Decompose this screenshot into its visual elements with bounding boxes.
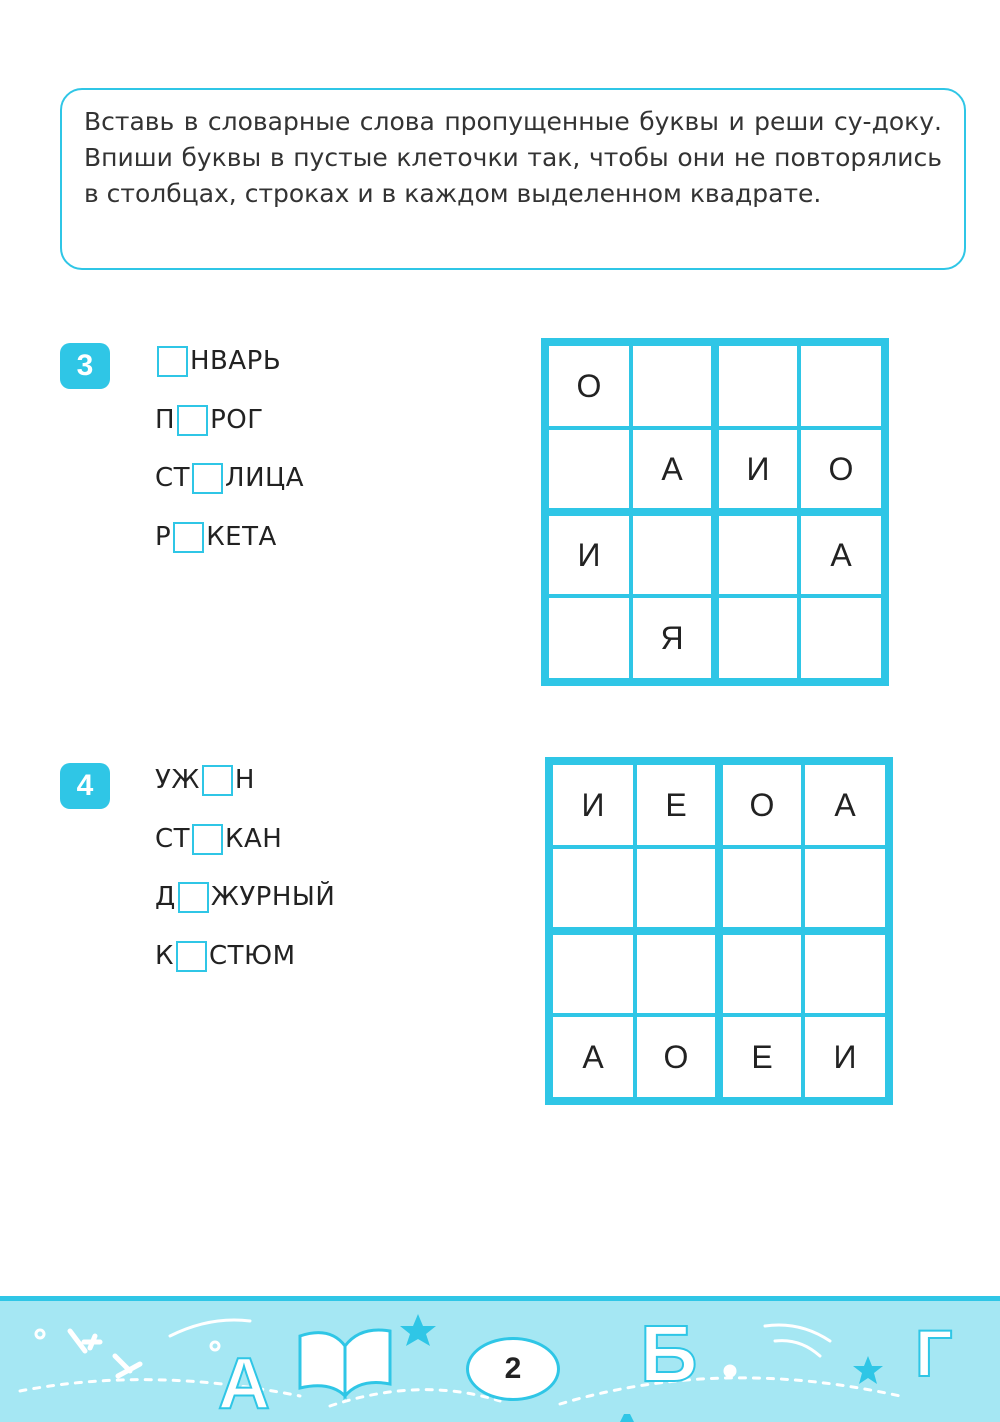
letter-blank-box[interactable]	[157, 346, 188, 377]
word-row	[155, 938, 296, 974]
word-row	[155, 762, 255, 798]
sudoku-cell[interactable]	[715, 596, 799, 680]
sudoku-cell: И	[547, 512, 631, 596]
sudoku-cell[interactable]	[803, 847, 887, 931]
sudoku-cell: И	[803, 1015, 887, 1099]
letter-blank-box[interactable]	[192, 463, 223, 494]
sudoku-cell[interactable]	[799, 344, 883, 428]
sudoku-grid	[541, 338, 889, 686]
sudoku-cell[interactable]	[631, 512, 715, 596]
letter-blank-box[interactable]	[176, 941, 207, 972]
sudoku-cell: И	[715, 428, 799, 512]
instruction-text: Вставь в словарные слова пропущенные буквы и реши су-доку. Впиши буквы в пустые клеточки так, чтобы они не повторялись в столбцах, строках и в каждом выделенном квадрате.	[84, 107, 942, 208]
instruction-box	[60, 88, 966, 270]
sudoku-cell: Е	[635, 763, 719, 847]
word-row	[155, 402, 264, 438]
math-symbols-icon	[70, 1331, 140, 1376]
word-row	[155, 879, 335, 915]
word-suffix: КАН	[225, 824, 283, 854]
word-suffix: КЕТА	[206, 522, 277, 552]
sudoku-cell: А	[551, 1015, 635, 1099]
sudoku-cell[interactable]	[551, 847, 635, 931]
word-prefix: СТ	[155, 463, 191, 493]
sudoku-cell: О	[547, 344, 631, 428]
task-number-badge: 4	[60, 763, 110, 809]
sudoku-cell: О	[719, 763, 803, 847]
sudoku-cell[interactable]	[547, 596, 631, 680]
sudoku-cell: А	[799, 512, 883, 596]
word-prefix: СТ	[155, 824, 191, 854]
word-suffix: СТЮМ	[208, 941, 296, 971]
letter-blank-box[interactable]	[177, 405, 208, 436]
sudoku-cell: А	[803, 763, 887, 847]
word-prefix: Д	[155, 882, 176, 912]
letter-blank-box[interactable]	[202, 765, 233, 796]
sudoku-cell[interactable]	[799, 596, 883, 680]
sudoku-cell[interactable]	[635, 847, 719, 931]
word-row	[155, 821, 282, 857]
word-suffix: НВАРЬ	[190, 346, 282, 376]
sudoku-cell: А	[631, 428, 715, 512]
word-prefix: Р	[155, 522, 172, 552]
word-prefix: УЖ	[155, 765, 200, 795]
footer-letter-g: Г	[915, 1316, 953, 1390]
book-icon	[300, 1330, 390, 1396]
footer-letter-a: А	[218, 1344, 270, 1422]
page-number: 2	[466, 1337, 560, 1401]
sudoku-cell[interactable]	[803, 931, 887, 1015]
word-suffix: Н	[234, 765, 255, 795]
sudoku-cell[interactable]	[719, 847, 803, 931]
sudoku-cell[interactable]	[547, 428, 631, 512]
letter-blank-box[interactable]	[173, 522, 204, 553]
letter-blank-box[interactable]	[192, 824, 223, 855]
sudoku-cell: Е	[719, 1015, 803, 1099]
word-suffix: РОГ	[210, 405, 264, 435]
task-number-badge: 3	[60, 343, 110, 389]
sudoku-grid	[545, 757, 893, 1105]
sudoku-cell[interactable]	[631, 344, 715, 428]
sudoku-cell[interactable]	[715, 344, 799, 428]
word-suffix: ЛИЦА	[225, 463, 305, 493]
word-prefix: К	[155, 941, 174, 971]
sudoku-cell: И	[551, 763, 635, 847]
sudoku-cell[interactable]	[635, 931, 719, 1015]
word-suffix: ЖУРНЫЙ	[210, 882, 336, 912]
sudoku-cell: О	[799, 428, 883, 512]
word-row	[155, 519, 277, 555]
sudoku-cell[interactable]	[715, 512, 799, 596]
sudoku-cell[interactable]	[551, 931, 635, 1015]
sudoku-cell: Я	[631, 596, 715, 680]
footer-letter-b: Б	[640, 1309, 698, 1398]
word-row	[155, 460, 304, 496]
letter-blank-box[interactable]	[178, 882, 209, 913]
sudoku-cell: О	[635, 1015, 719, 1099]
footer-border	[0, 1296, 1000, 1301]
word-row	[155, 343, 281, 379]
sudoku-cell[interactable]	[719, 931, 803, 1015]
word-prefix: П	[155, 405, 176, 435]
